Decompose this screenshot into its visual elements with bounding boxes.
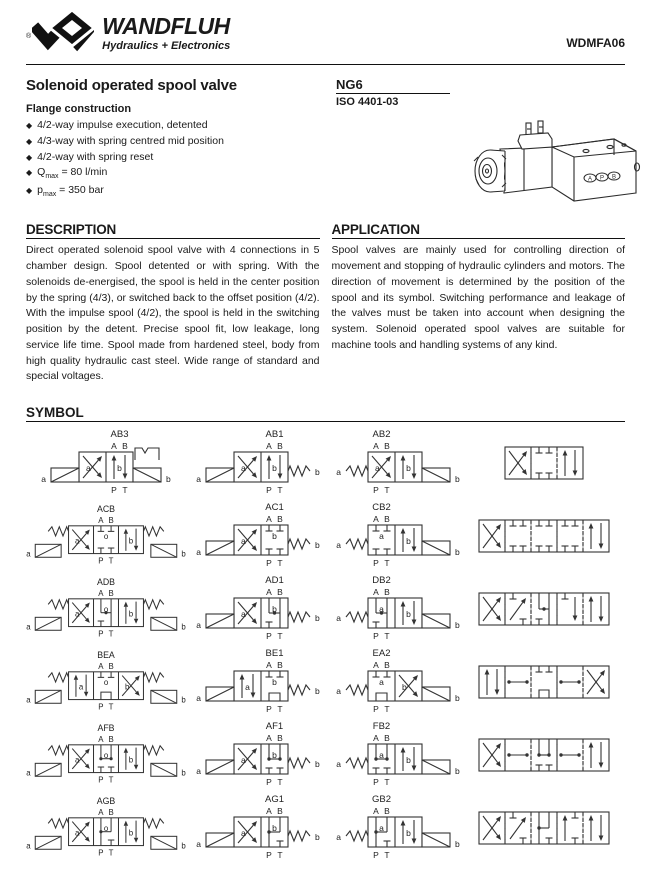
svg-text:P: P [266, 630, 272, 641]
svg-text:a: a [379, 530, 384, 541]
svg-text:A: A [266, 440, 272, 451]
feature-item: ◆ 4/2-way with spring reset [26, 150, 154, 163]
svg-text:T: T [108, 629, 114, 639]
svg-text:b: b [128, 536, 134, 546]
symbol-AB1 [186, 426, 332, 500]
svg-text:a: a [336, 758, 341, 769]
nominal-size: NG6 [336, 77, 450, 94]
svg-text:b: b [455, 692, 460, 703]
symbol-transition-row6 [462, 791, 625, 865]
svg-text:AG1: AG1 [264, 793, 285, 805]
svg-text:A: A [266, 659, 272, 670]
svg-text:B: B [108, 807, 114, 817]
svg-text:o: o [103, 604, 109, 614]
svg-text:a: a [336, 539, 341, 550]
svg-text:a: a [336, 612, 341, 623]
svg-text:b: b [315, 758, 320, 769]
document-code: WDMFA06 [566, 36, 625, 50]
svg-text:A: A [266, 513, 272, 524]
symbol-DB2 [332, 572, 462, 646]
svg-text:T: T [384, 703, 390, 714]
svg-text:B: B [384, 732, 390, 743]
svg-text:a: a [241, 608, 246, 619]
svg-text:A: A [266, 732, 272, 743]
svg-text:b: b [181, 622, 186, 632]
symbol-row [26, 645, 625, 718]
page-title: Solenoid operated spool valve [26, 77, 237, 94]
symbol-AG1 [186, 791, 332, 865]
svg-text:a: a [379, 676, 384, 687]
svg-text:b: b [128, 609, 134, 619]
svg-text:a: a [86, 462, 91, 473]
svg-text:a: a [78, 682, 84, 692]
svg-text:P: P [373, 776, 379, 787]
svg-text:T: T [384, 630, 390, 641]
symbol-AGB [26, 791, 186, 865]
svg-text:B: B [384, 586, 390, 597]
svg-text:a: a [196, 692, 201, 703]
feature-item: ◆ 4/3-way with spring centred mid position [26, 134, 224, 147]
svg-text:b: b [455, 619, 460, 630]
svg-text:b: b [272, 822, 277, 833]
svg-text:a: a [196, 473, 201, 484]
symbol-transition-row4 [462, 645, 625, 719]
svg-text:P: P [98, 629, 104, 639]
svg-text:b: b [272, 749, 277, 760]
svg-text:a: a [336, 466, 341, 477]
svg-text:AFB: AFB [97, 722, 115, 733]
svg-text:b: b [455, 546, 460, 557]
svg-text:T: T [384, 776, 390, 787]
svg-text:A: A [373, 513, 379, 524]
application-heading: APPLICATION [332, 222, 626, 239]
svg-text:a: a [75, 609, 80, 619]
svg-text:P: P [266, 703, 272, 714]
svg-text:B: B [277, 440, 283, 451]
svg-text:a: a [379, 749, 384, 760]
svg-text:T: T [277, 849, 283, 860]
wandfluh-logo-icon [32, 10, 94, 56]
svg-text:o: o [103, 677, 109, 687]
svg-text:B: B [108, 515, 114, 525]
symbol-transition-row2 [462, 499, 625, 573]
symbol-transition-row3 [462, 572, 625, 646]
svg-text:B: B [108, 734, 114, 744]
symbol-row [26, 572, 625, 645]
svg-text:b: b [455, 473, 460, 484]
svg-text:P: P [373, 630, 379, 641]
svg-text:o: o [103, 823, 109, 833]
feature-item: ◆ 4/2-way impulse execution, detented [26, 119, 208, 131]
svg-text:b: b [272, 603, 277, 614]
svg-text:T: T [122, 484, 128, 495]
svg-text:P: P [373, 849, 379, 860]
svg-text:b: b [181, 695, 186, 705]
svg-text:T: T [277, 776, 283, 787]
svg-text:B: B [108, 661, 114, 671]
symbol-AB3 [26, 426, 186, 500]
svg-text:a: a [75, 755, 80, 765]
svg-text:a: a [336, 685, 341, 696]
svg-text:B: B [611, 174, 617, 181]
svg-text:a: a [375, 462, 380, 473]
svg-text:B: B [108, 588, 114, 598]
svg-text:P: P [98, 848, 104, 858]
svg-text:b: b [124, 682, 130, 692]
svg-text:T: T [277, 557, 283, 568]
svg-text:b: b [272, 530, 277, 541]
brand-name: WANDFLUH [102, 13, 230, 40]
svg-text:P: P [266, 484, 272, 495]
svg-text:T: T [384, 484, 390, 495]
wandfluh-logo [26, 10, 230, 56]
svg-text:B: B [277, 805, 283, 816]
svg-text:b: b [315, 539, 320, 550]
svg-text:b: b [406, 608, 411, 619]
diamond-bullet-icon: ◆ [26, 168, 33, 178]
svg-text:A: A [266, 805, 272, 816]
symbol-row [26, 499, 625, 572]
svg-text:P: P [266, 776, 272, 787]
svg-text:b: b [406, 827, 411, 838]
diamond-bullet-icon: ◆ [26, 185, 33, 195]
svg-text:T: T [108, 848, 114, 858]
symbol-heading: SYMBOL [26, 405, 625, 422]
svg-text:B: B [384, 513, 390, 524]
svg-text:B: B [384, 659, 390, 670]
svg-text:A: A [98, 661, 104, 671]
valve-illustration [464, 105, 642, 214]
svg-text:AD1: AD1 [265, 574, 284, 586]
svg-text:T: T [277, 703, 283, 714]
svg-text:b: b [272, 462, 277, 473]
svg-text:a: a [26, 768, 31, 778]
svg-text:a: a [336, 831, 341, 842]
symbol-GB2 [332, 791, 462, 865]
svg-text:T: T [108, 556, 114, 566]
svg-text:a: a [196, 765, 201, 776]
svg-text:P: P [599, 175, 605, 182]
symbol-AFB [26, 718, 186, 792]
svg-text:b: b [128, 755, 134, 765]
description-heading: DESCRIPTION [26, 222, 320, 239]
svg-text:AF1: AF1 [265, 720, 284, 732]
symbol-BE1 [186, 645, 332, 719]
feature-item: ◆ $p_{max} = 350$ bar [26, 183, 104, 198]
svg-text:T: T [384, 557, 390, 568]
diamond-bullet-icon: ◆ [26, 121, 33, 130]
page-header [26, 0, 625, 62]
feature-item: ◆ $Q_{max} = 80$ l/min [26, 166, 108, 181]
svg-text:BEA: BEA [97, 649, 115, 660]
svg-text:BE1: BE1 [265, 647, 284, 659]
svg-text:b: b [455, 765, 460, 776]
header-divider [26, 64, 625, 65]
svg-text:a: a [196, 546, 201, 557]
svg-text:a: a [241, 827, 246, 838]
svg-text:b: b [166, 473, 171, 484]
symbol-transition-row1 [462, 426, 625, 500]
svg-text:b: b [406, 462, 411, 473]
svg-text:A: A [373, 732, 379, 743]
brand-tagline: Hydraulics + Electronics [102, 39, 231, 52]
svg-text:a: a [241, 754, 246, 765]
svg-text:a: a [196, 619, 201, 630]
iso-standard: ISO 4401-03 [336, 96, 399, 108]
diamond-bullet-icon: ◆ [26, 136, 33, 146]
svg-text:A: A [373, 440, 379, 451]
svg-text:A: A [98, 515, 104, 525]
svg-text:b: b [315, 612, 320, 623]
registered-mark: ® [26, 32, 32, 40]
svg-text:b: b [406, 754, 411, 765]
symbol-ACB [26, 499, 186, 573]
symbol-transition-row5 [462, 718, 625, 792]
symbol-AC1 [186, 499, 332, 573]
svg-text:b: b [406, 535, 411, 546]
svg-text:b: b [128, 828, 134, 838]
svg-text:A: A [111, 440, 117, 451]
svg-text:P: P [373, 557, 379, 568]
svg-text:A: A [98, 588, 104, 598]
symbol-grid [26, 426, 625, 864]
svg-text:a: a [26, 695, 31, 705]
svg-text:T: T [277, 484, 283, 495]
svg-text:a: a [75, 536, 80, 546]
svg-text:CB2: CB2 [372, 501, 391, 513]
symbol-row [26, 718, 625, 791]
svg-text:a: a [245, 681, 250, 692]
svg-text:a: a [26, 622, 31, 632]
svg-text:ADB: ADB [96, 576, 116, 587]
svg-text:EA2: EA2 [372, 647, 391, 659]
svg-text:B: B [384, 805, 390, 816]
symbol-row [26, 426, 625, 499]
svg-text:b: b [455, 838, 460, 849]
diamond-bullet-icon: ◆ [26, 152, 33, 162]
symbol-CB2 [332, 499, 462, 573]
svg-text:A: A [266, 586, 272, 597]
svg-text:a: a [75, 828, 80, 838]
svg-text:T: T [108, 702, 114, 712]
svg-text:b: b [315, 831, 320, 842]
svg-text:A: A [373, 805, 379, 816]
svg-text:b: b [181, 549, 186, 559]
description-body: Direct operated solenoid spool valve with 4 connections in 5 chamber design. Spool detented or with spring. With the solenoids de-energised, the spool is held in the center position by the spring (4/3), or switched back to the offset position (4/2). With the impulse spool (4/2), the spool is held in the switching position by the detent. Precise spool fit, low leakage, long service life time. Spool made from hardened steel, body from high quality hydraulic cast steel. Wide range of standard and special voltages. [26, 244, 320, 383]
symbol-AD1 [186, 572, 332, 646]
svg-text:b: b [402, 681, 407, 692]
svg-text:AB1: AB1 [265, 428, 284, 440]
svg-text:b: b [181, 841, 186, 851]
application-body: Spool valves are mainly used for controlling direction of movement and stopping of hydraulic cylinders and motors. The direction of movement is determined by the position of the spool and its symbol. Switching performance and leakage of the valves must be taken into account when designing the system. Solenoid operated spool valves are suitable for machine tools and handling systems of any kind. [331, 244, 625, 351]
svg-text:b: b [272, 676, 277, 687]
svg-text:P: P [98, 702, 104, 712]
symbol-row [26, 791, 625, 864]
svg-text:B: B [384, 440, 390, 451]
svg-text:AGB: AGB [96, 795, 116, 806]
svg-text:o: o [103, 750, 109, 760]
symbol-ADB [26, 572, 186, 646]
svg-text:a: a [196, 838, 201, 849]
svg-text:T: T [277, 630, 283, 641]
svg-text:P: P [266, 557, 272, 568]
svg-text:A: A [98, 807, 104, 817]
svg-text:AB3: AB3 [110, 428, 129, 440]
svg-text:B: B [277, 513, 283, 524]
svg-text:P: P [266, 849, 272, 860]
symbol-AF1 [186, 718, 332, 792]
svg-text:B: B [277, 659, 283, 670]
svg-text:a: a [241, 462, 246, 473]
svg-text:P: P [98, 556, 104, 566]
svg-text:ACB: ACB [96, 503, 116, 514]
svg-text:o: o [103, 531, 109, 541]
svg-text:A: A [373, 659, 379, 670]
feature-list [26, 118, 336, 200]
svg-text:A: A [587, 176, 593, 183]
svg-text:a: a [379, 603, 384, 614]
svg-text:a: a [26, 549, 31, 559]
svg-text:A: A [98, 734, 104, 744]
svg-text:b: b [181, 768, 186, 778]
svg-text:b: b [315, 685, 320, 696]
svg-text:AB2: AB2 [372, 428, 391, 440]
svg-text:P: P [373, 484, 379, 495]
svg-text:B: B [122, 440, 128, 451]
svg-text:P: P [98, 775, 104, 785]
svg-text:AC1: AC1 [265, 501, 284, 513]
svg-text:P: P [111, 484, 117, 495]
svg-text:A: A [373, 586, 379, 597]
svg-text:B: B [277, 586, 283, 597]
svg-text:a: a [26, 841, 31, 851]
svg-text:b: b [117, 462, 122, 473]
svg-text:T: T [384, 849, 390, 860]
svg-text:a: a [41, 473, 46, 484]
svg-text:b: b [315, 466, 320, 477]
svg-text:P: P [373, 703, 379, 714]
symbol-BEA [26, 645, 186, 719]
svg-text:a: a [379, 822, 384, 833]
symbol-AB2 [332, 426, 462, 500]
svg-text:B: B [277, 732, 283, 743]
symbol-EA2 [332, 645, 462, 719]
svg-text:GB2: GB2 [371, 793, 392, 805]
svg-text:FB2: FB2 [372, 720, 391, 732]
svg-text:a: a [241, 535, 246, 546]
svg-text:T: T [108, 775, 114, 785]
svg-text:DB2: DB2 [372, 574, 391, 586]
construction-subtitle: Flange construction [26, 103, 132, 115]
symbol-FB2 [332, 718, 462, 792]
